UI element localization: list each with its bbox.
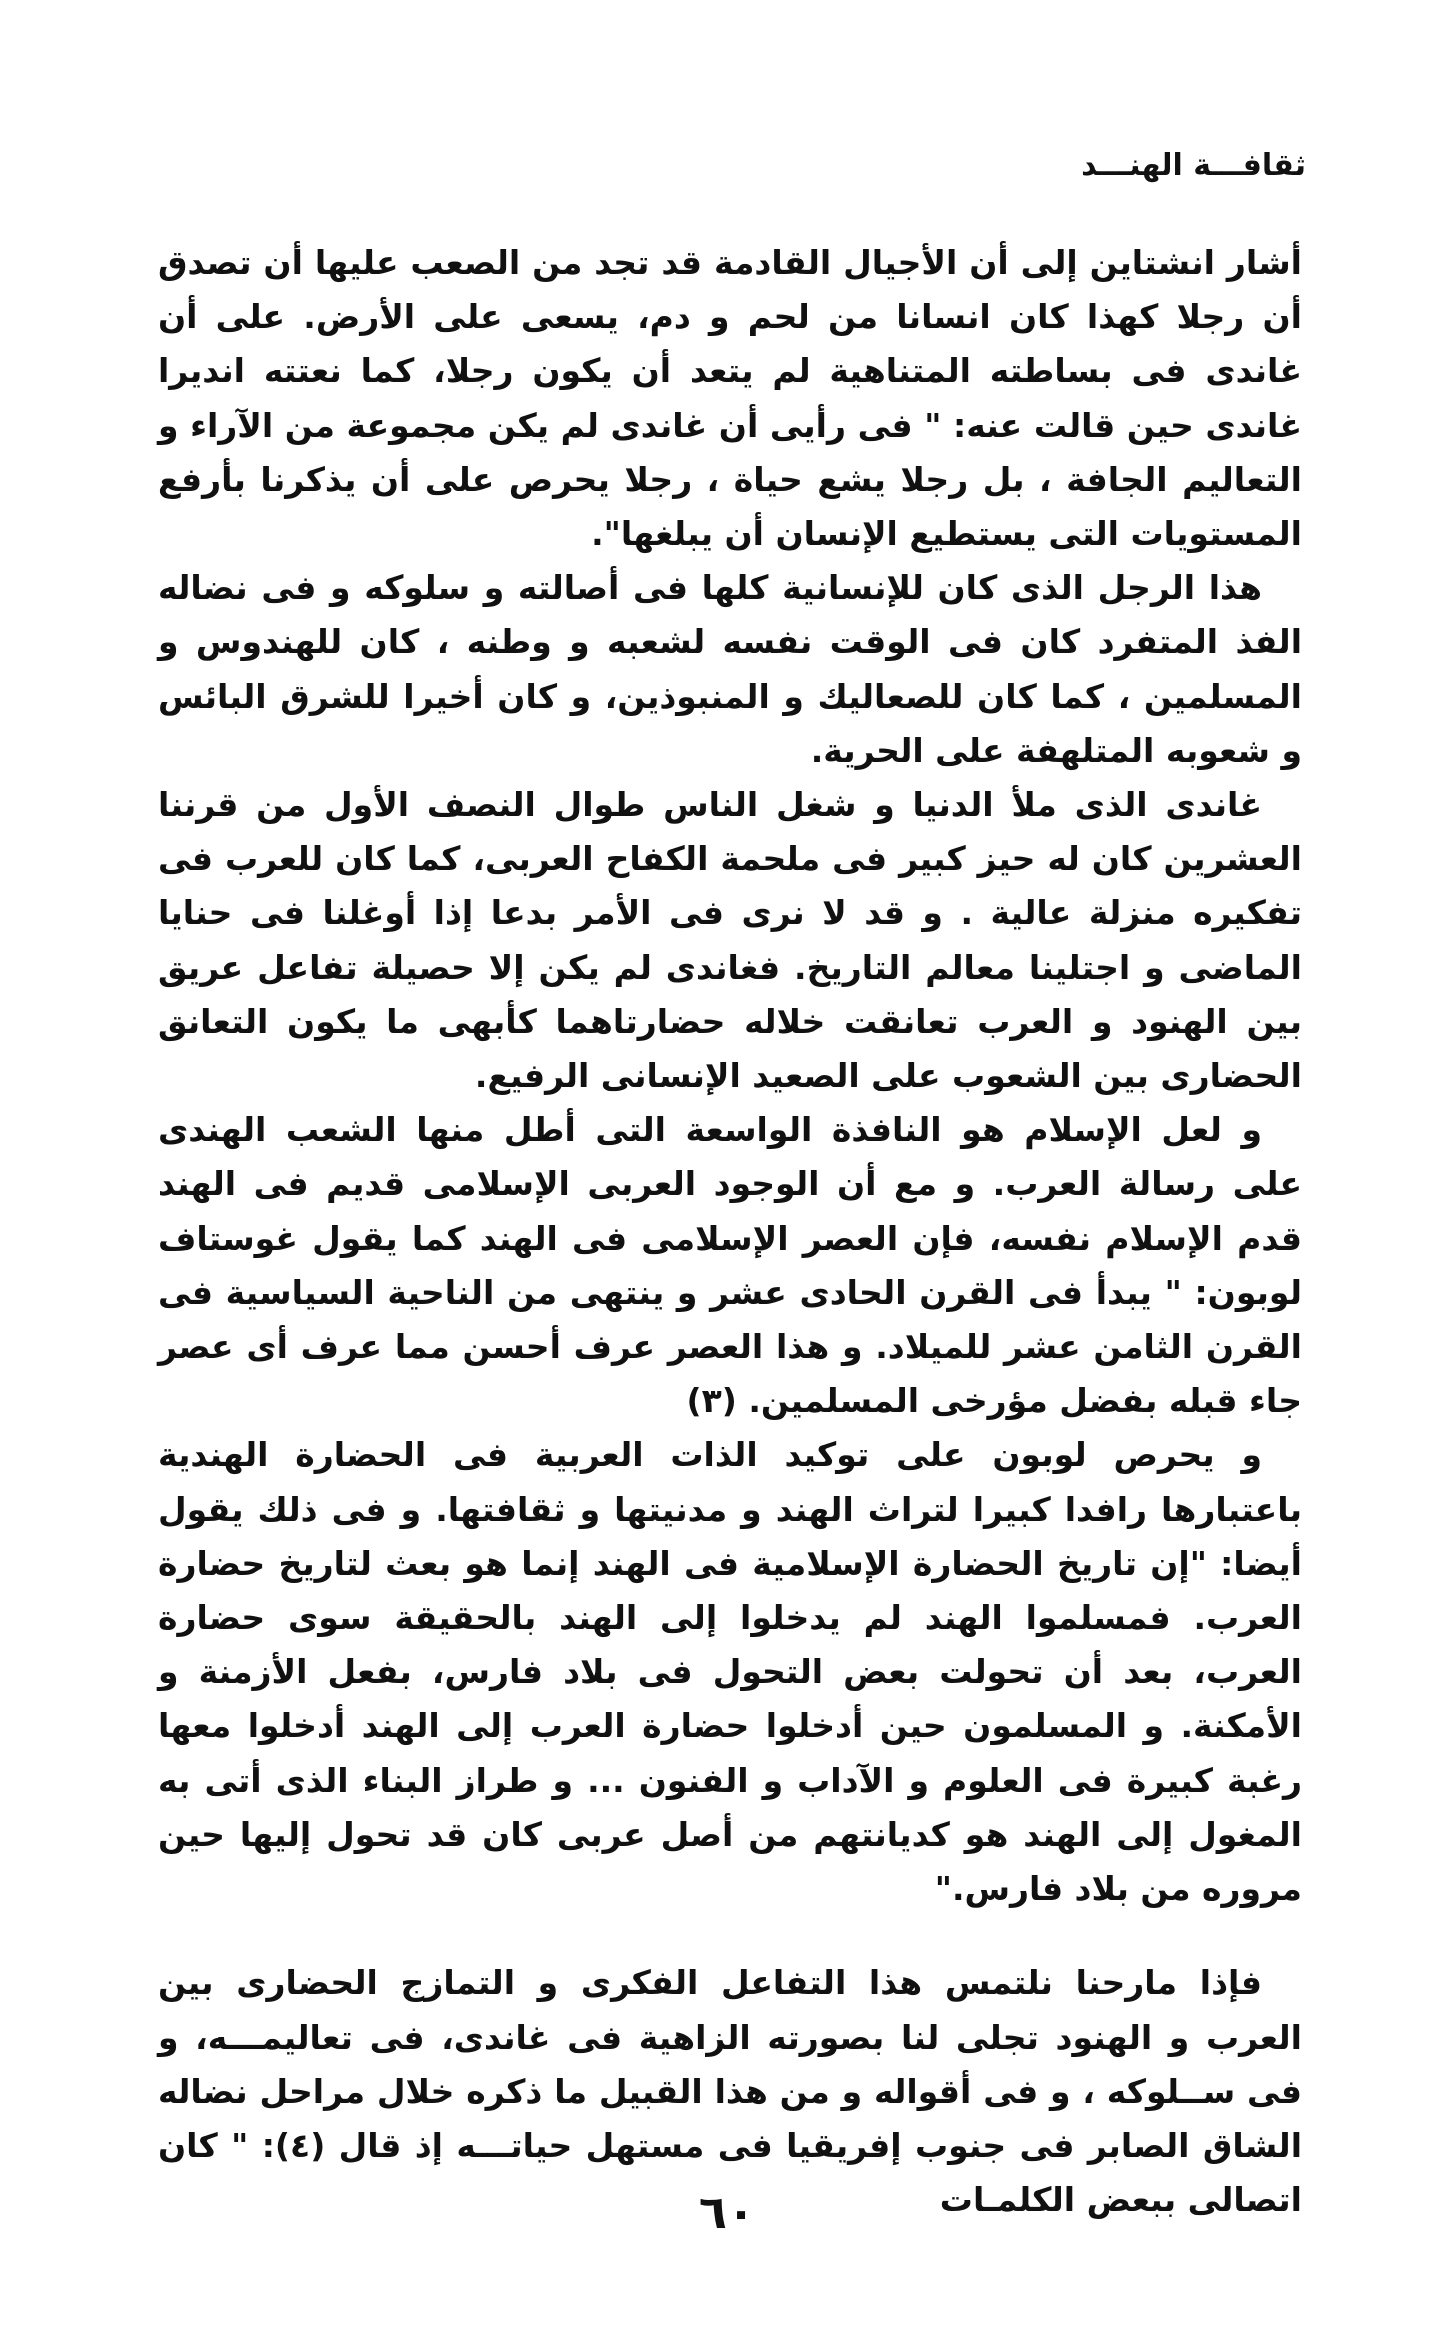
paragraph-4: و لعل الإسلام هو النافذة الواسعة التى أطل منها الشعب الهندى على رسالة العرب. و مع أن الوجود العربى الإسلامى قديم فى الهند قدم الإسلام نفسه، فإن العصر الإسلامى فى الهند كما يقول غوستاف لوبون: " يبدأ فى القرن الحادى عشر و ينتهى من الناحية السياسية فى القرن الثامن عشر للميلاد. و هذا العصر عرف أحسن مما عرف أى عصر جاء قبله بفضل مؤرخى المسلمين. (٣): [158, 1110, 1302, 1421]
paragraph-1: أشار انشتاين إلى أن الأجيال القادمة قد تجد من الصعب عليها أن تصدق أن رجلا كهذا كان انسانا من لحم و دم، يسعى على الأرض. على أن غاندى فى بساطته المتناهية لم يتعد أن يكون رجلا، كما نعتته انديرا غاندى حين قالت عنه: " فى رأيى أن غاندى لم يكن مجموعة من الآراء و التعاليم الجافة ، بل رجلا يشع حياة ، رجلا يحرص على أن يذكرنا بأرفع المستويات التى يستطيع الإنسان أن يبلغها".: [158, 243, 1302, 554]
body-text: [158, 236, 1302, 2227]
paragraph-5: و يحرص لوبون على توكيد الذات العربية فى الحضارة الهندية باعتبارها رافدا كبيرا لتراث الهند و مدنيتها و ثقافتها. و فى ذلك يقول أيضا: "إن تاريخ الحضارة الإسلامية فى الهند إنما هو بعث لتاريخ حضارة العرب. فمسلموا الهند لم يدخلوا إلى الهند بالحقيقة سوى حضارة العرب، بعد أن تحولت بعض التحول فى بلاد فارس، بفعل الأزمنة و الأمكنة. و المسلمون حين أدخلوا حضارة العرب إلى الهند أدخلوا معها رغبة كبيرة فى العلوم و الآداب و الفنون ... و طراز البناء الذى أتى به المغول إلى الهند هو كديانتهم من أصل عربى كان قد تحول إليها حين مروره من بلاد فارس.": [158, 1435, 1302, 1909]
paragraph-3: غاندى الذى ملأ الدنيا و شغل الناس طوال النصف الأول من قرننا العشرين كان له حيز كبير فى ملحمة الكفاح العربى، كما كان للعرب فى تفكيره منزلة عالية . و قد لا نرى فى الأمر بدعا إذا أوغلنا فى حنايا الماضى و اجتلينا معالم التاريخ. فغاندى لم يكن إلا حصيلة تفاعل عريق بين الهنود و العرب تعانقت خلاله حضارتاهما كأبهى ما يكون التعانق الحضارى بين الشعوب على الصعيد الإنسانى الرفيع.: [158, 785, 1302, 1096]
paragraph-6: فإذا مارحنا نلتمس هذا التفاعل الفكرى و التمازج الحضارى بين العرب و الهنود تجلى لنا بصورته الزاهية فى غاندى، فى تعاليمـــه، و فى ســلوكه ، و فى أقواله و من هذا القبيل ما ذكره خلال مراحل نضاله الشاق الصابر فى جنوب إفريقيا فى مستهل حياتـــه إذ قال (٤): " كان اتصالى ببعض الكلمـات: [158, 1963, 1302, 2220]
paragraph-2: هذا الرجل الذى كان للإنسانية كلها فى أصالته و سلوكه و فى نضاله الفذ المتفرد كان فى الوقت نفسه لشعبه و وطنه ، كان للهندوس و المسلمين ، كما كان للصعاليك و المنبوذين، و كان أخيرا للشرق البائس و شعوبه المتلهفة على الحرية.: [158, 568, 1302, 770]
running-head: ثقافـــة الهنـــد: [1081, 148, 1306, 183]
page-number: ٦٠: [698, 2185, 756, 2239]
